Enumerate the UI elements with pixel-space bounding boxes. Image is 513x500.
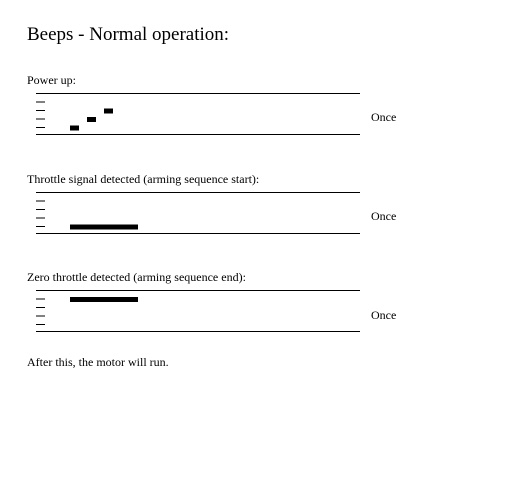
beep-diagram-svg bbox=[0, 289, 513, 333]
beep-mark bbox=[87, 117, 96, 122]
section-label-power-up: Power up: bbox=[27, 73, 76, 87]
beep-diagram-throttle-signal bbox=[0, 191, 513, 235]
footer-text: After this, the motor will run. bbox=[27, 355, 169, 369]
beep-mark bbox=[70, 225, 138, 230]
section-label-zero-throttle: Zero throttle detected (arming sequence end): bbox=[27, 270, 246, 284]
beep-diagram-svg bbox=[0, 191, 513, 235]
beep-diagram-power-up bbox=[0, 92, 513, 136]
repeat-label-throttle-signal: Once bbox=[371, 209, 397, 223]
beep-diagram-svg bbox=[0, 92, 513, 136]
repeat-label-power-up: Once bbox=[371, 110, 397, 124]
page-title: Beeps - Normal operation: bbox=[27, 24, 230, 45]
beep-mark bbox=[70, 126, 79, 131]
section-label-throttle-signal: Throttle signal detected (arming sequence start): bbox=[27, 172, 260, 186]
beep-diagram-zero-throttle bbox=[0, 289, 513, 333]
beep-mark bbox=[70, 297, 138, 302]
repeat-label-zero-throttle: Once bbox=[371, 308, 397, 322]
beep-mark bbox=[104, 109, 113, 114]
